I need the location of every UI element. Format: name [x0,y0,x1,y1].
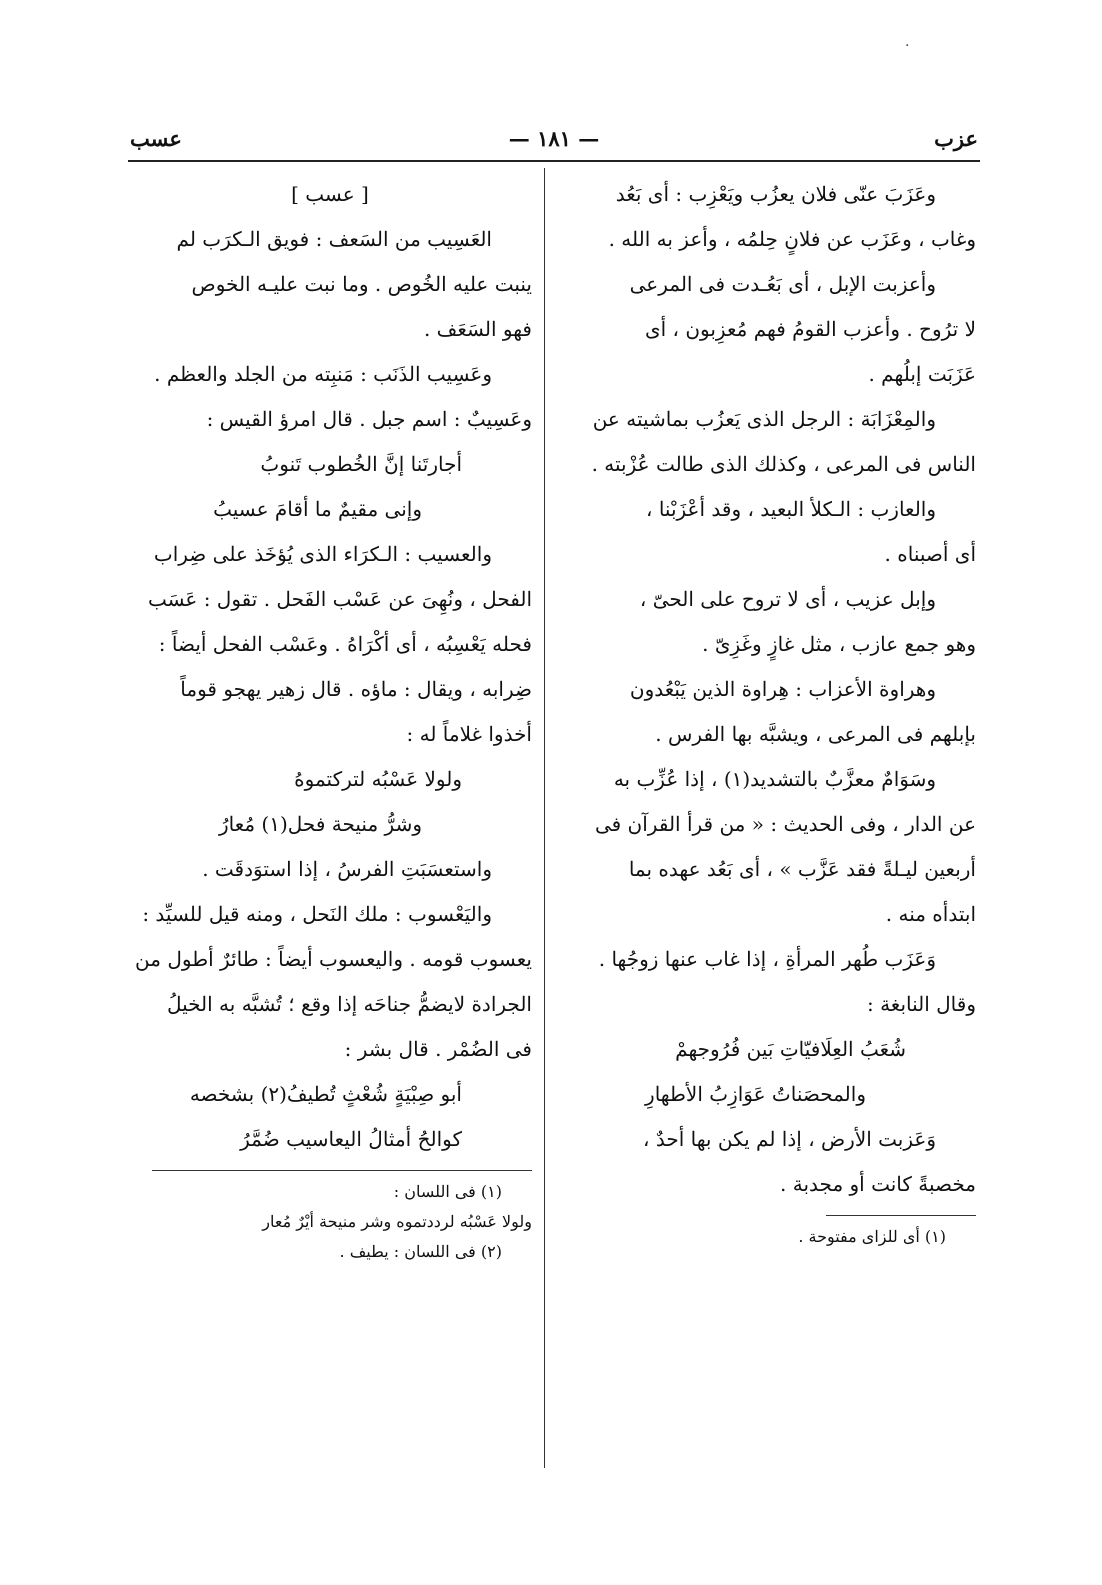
text-line: وهراوة الأعزاب : هِراوة الذين يَبْعُدون [629,677,936,701]
text-line: وَعَزبت الأرض ، إذا لم يكن بها أحدٌ ، [643,1127,936,1151]
text-line: يعسوب قومه . واليعسوب أيضاً : طائرٌ أطول من [135,947,532,971]
text-line: وإبل عزيب ، أى لا تروح على الحىّ ، [639,587,936,611]
verse-line: وإنى مقيمٌ ما أقامَ عسيبُ [213,497,422,521]
footnote: (١) أى للزاى مفتوحة . [798,1227,946,1246]
text-line: وغاب ، وعَزَب عن فلانٍ حِلمُه ، وأعز به الله . [608,227,976,251]
text-line: وعَزَبَ عنّى فلان يعزُب ويَعْزِب : أى بَعُد [615,182,936,206]
text-line: عَزَبَت إبلُهم . [868,362,976,386]
right-column [560,172,976,1252]
verse-line: كوالحُ أمثالُ اليعاسيب ضُمَّرُ [240,1127,462,1151]
text-line: الجرادة لايضمُّ جناحَه إذا وقع ؛ تُشبَّه به الخيلُ [166,992,532,1016]
text-line: وهو جمع عازب ، مثل غازٍ وغَزِىّ . [702,632,976,656]
verse-line: ولولا عَسْبُه لتركتموهُ [294,767,462,791]
text-line: والمِعْزَابَة : الرجل الذى يَعزُب بماشيته عن [592,407,936,431]
text-line: وسَوَامٌ معزَّبٌ بالتشديد(١) ، إذا عُزِّب به [613,767,936,791]
footnote: (٢) فى اللسان : يطيف . [339,1242,502,1261]
text-line: ابتدأه منه . [885,902,976,926]
text-line: العَسِيب من السَعف : فويق الـكرَب لم [176,227,492,251]
text-line: فى الضُمْر . قال بشر : [344,1037,532,1061]
text-line: وعَسِيب الذَنَب : مَنبِته من الجلد والعظم . [154,362,492,386]
text-line: مخصبةً كانت أو مجدبة . [780,1172,976,1196]
text-line: والعازب : الـكلأ البعيد ، وقد أعْزَبْنا ، [646,497,936,521]
text-line: واستعسَبَتِ الفرسُ ، إذا استوَدقَت . [202,857,492,881]
text-line: وَعَزَب طُهر المرأةِ ، إذا غاب عنها زوجُها . [598,947,936,971]
verse-line: والمحصَناتُ عَوَازِبُ الأطهارِ [645,1082,866,1106]
running-header [130,126,978,162]
text-line: وعَسِيبٌ : اسم جبل . قال امرؤ القيس : [206,407,532,431]
verse-line: وشرُّ منيحة فحل(١) مُعارُ [218,812,422,836]
text-line: وقال النابغة : [866,992,976,1016]
left-column [128,172,532,1267]
text-line: الناس فى المرعى ، وكذلك الذى طالت عُزْبته . [591,452,976,476]
text-line: فهو السَعَف . [423,317,532,341]
text-line: أى أصبناه . [884,542,976,566]
text-line: فحله يَعْسِبُه ، أى أكْرَاهُ . وعَسْب الفحل أيضاً : [158,632,532,656]
text-line: أخذوا غلاماً له : [406,722,532,746]
text-line: الفحل ، ونُهِىَ عن عَسْب الفَحل . تقول : عَسَب [147,587,532,611]
speck-mark: · [905,38,910,54]
page-number: — ١٨١ — [508,126,600,151]
verse-line: شُعَبُ العِلَافيّاتِ بَين فُرُوجهمْ [675,1037,906,1061]
footnote-verse: ولولا عَسْبُه لرددتموه وشر منيحة أيْرٌ مُعار [262,1212,532,1231]
text-line: بإبلهم فى المرعى ، ويشبَّه بها الفرس . [655,722,976,746]
verse-line: أجارتَنا إنَّ الخُطوب تَنوبُ [260,452,462,476]
footnote-rule [826,1215,976,1216]
column-divider [544,168,545,1468]
header-rule [128,160,980,162]
entry-heading: [ عسب ] [291,182,369,206]
text-line: والعسيب : الـكرَاء الذى يُؤخَذ على ضِراب [153,542,492,566]
text-line: أربعين ليـلةً فقد عَزَّب » ، أى بَعُد عهده بما [628,857,976,881]
text-line: واليَعْسوب : ملك النَحل ، ومنه قيل للسيِّد : [142,902,492,926]
footnote: (١) فى اللسان : [393,1182,502,1201]
text-line: لا ترُوح . وأعزب القومُ فهم مُعزِبون ، أى [644,317,976,341]
header-left-word: عسب [130,126,182,151]
text-line: عن الدار ، وفى الحديث : « من قرأ القرآن فى [594,812,976,836]
header-right-word: عزب [934,126,978,151]
footnote-rule [152,1170,532,1171]
text-line: ينبت عليه الخُوص . وما نبت عليـه الخوص [191,272,532,296]
text-line: ضِرابه ، ويقال : ماؤه . قال زهير يهجو قوماً [180,677,532,701]
text-line: وأعزبت الإبل ، أى بَعُـدت فى المرعى [629,272,936,296]
verse-line: أبو صِبْيَةٍ شُعْثٍ تُطيفُ(٢) بشخصه [189,1082,462,1106]
